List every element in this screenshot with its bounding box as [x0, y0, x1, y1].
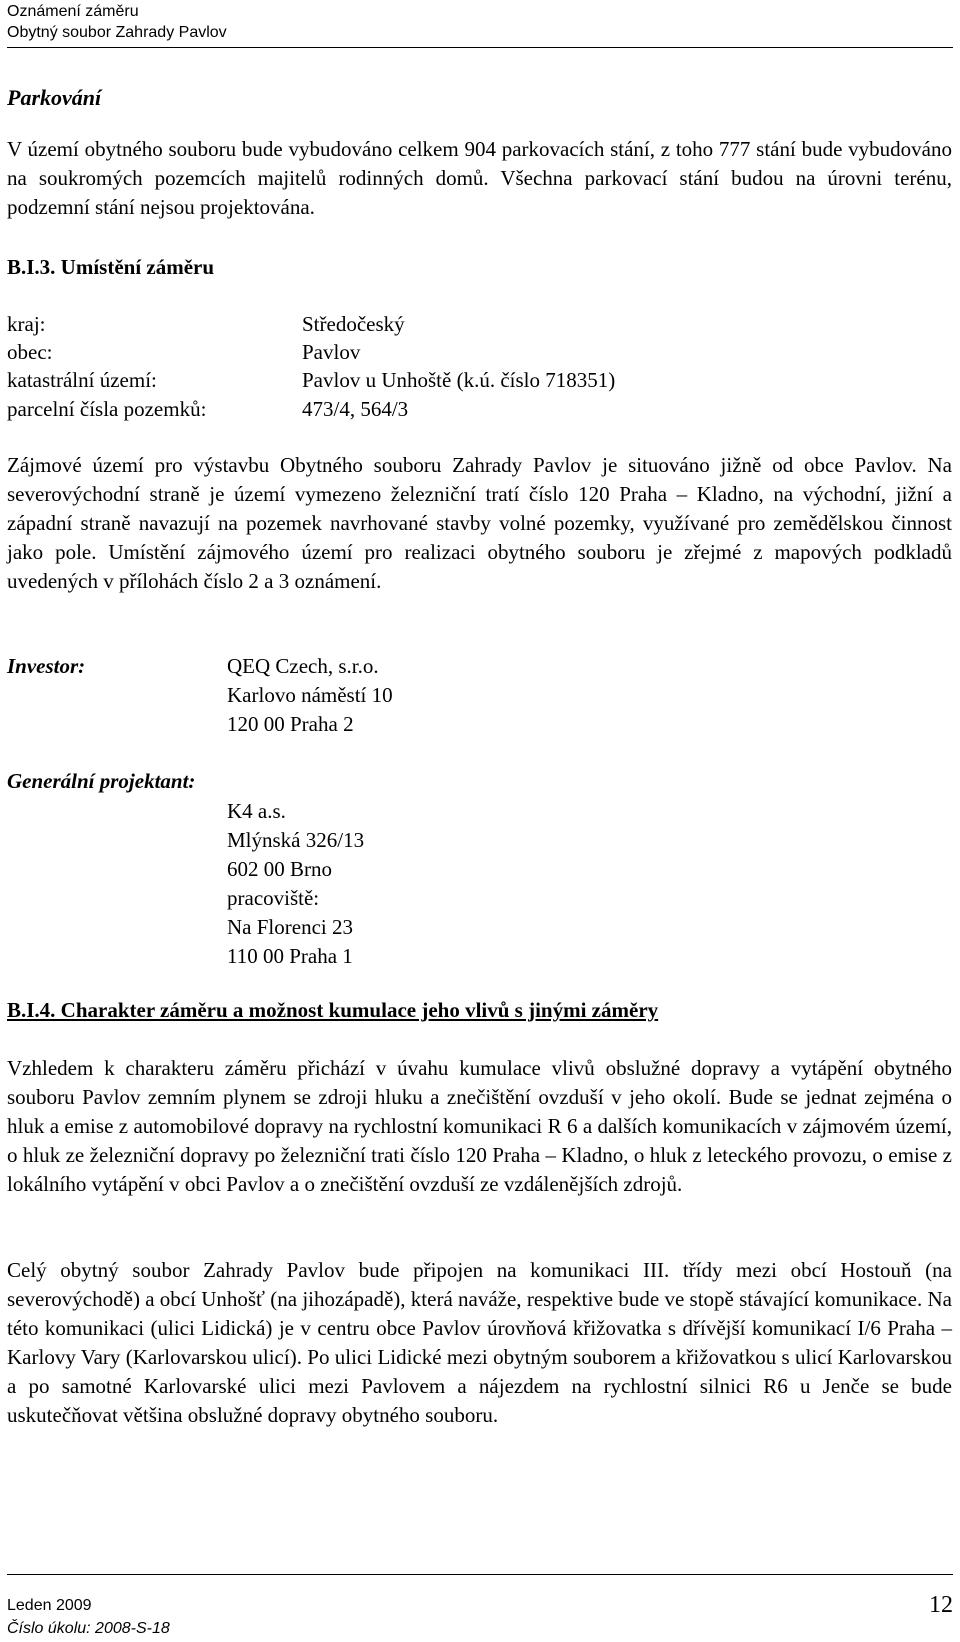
- address-line: QEQ Czech, s.r.o.: [227, 654, 379, 678]
- location-paragraph: Zájmové území pro výstavbu Obytného souboru Zahrady Pavlov je situováno jižně od obce Pavlov. Na severovýchodní straně je území vymezeno železniční tratí číslo 120 Praha – Kladno, na východní, jižní a západní straně navazují na pozemek navrhované stavby volné pozemky, využívané pro zemědělskou činnost jako pole. Umístění zájmového území pro realizaci obytného souboru je zřejmé z mapových podkladů uvedených v přílohách číslo 2 a 3 oznámení.: [7, 453, 952, 593]
- location-key: katastrální území:: [7, 368, 157, 392]
- parking-paragraph: V území obytného souboru bude vybudováno celkem 904 parkovacích stání, z toho 777 stání bude vybudováno na soukromých pozemcích majitelů rodinných domů. Všechna parkovací stání budou na úrovni terénu, podzemní stání nejsou projektována.: [7, 137, 952, 219]
- parking-heading: Parkování: [7, 85, 102, 110]
- location-value: Pavlov: [302, 340, 361, 364]
- location-value: Středočeský: [302, 312, 405, 336]
- investor-address: [227, 652, 393, 739]
- footer-date: Leden 2009: [7, 1597, 92, 1614]
- address-line: 110 00 Praha 1: [227, 944, 353, 968]
- page-header: [7, 0, 953, 48]
- cumulation-paragraph: Vzhledem k charakteru záměru přichází v úvahu kumulace vlivů obslužné dopravy a vytápění obytného souboru Pavlov zemním plynem se zdroji hluku a znečištění ovzduší v jeho okolí. Bude se jednat zejména o hluk a emise z automobilové dopravy na rychlostní komunikaci R 6 a dalších komunikacích v zájmovém území, o hluk ze železniční dopravy po železniční trati číslo 120 Praha – Kladno, o hluk z leteckého provozu, o emise z lokálního vytápění v obci Pavlov a o znečištění ovzduší ze vzdálenějších zdrojů.: [7, 1056, 952, 1196]
- section-bi4-heading: B.I.4. Charakter záměru a možnost kumulace jeho vlivů s jinými záměry: [7, 998, 659, 1022]
- general-designer-label: Generální projektant:: [7, 769, 196, 793]
- location-value: 473/4, 564/3: [302, 397, 409, 421]
- address-line: Mlýnská 326/13: [227, 828, 365, 852]
- header-subtitle: Obytný soubor Zahrady Pavlov: [7, 24, 227, 41]
- footer-task-number: Číslo úkolu: 2008-S-18: [7, 1620, 170, 1637]
- traffic-paragraph: Celý obytný soubor Zahrady Pavlov bude připojen na komunikaci III. třídy mezi obcí Hostouň (na severovýchodě) a obcí Unhošť (na jihozápadě), která naváže, respektive bude ve stopě stávající komunikace. Na této komunikaci (ulici Lidická) je v centru obce Pavlov úrovňová křižovatka s dřívější komunikací I/6 Praha – Karlovy Vary (Karlovarskou ulicí). Po ulici Lidické mezi obytným souborem a křižovatkou s ulicí Karlovarskou a po samotné Karlovarské ulici mezi Pavlovem a nájezdem na rychlostní silnici R6 u Jenče se bude uskutečňovat většina obslužné dopravy obytného souboru.: [7, 1258, 952, 1427]
- location-key: kraj:: [7, 312, 46, 336]
- address-line: pracoviště:: [227, 886, 320, 910]
- header-title: Oznámení záměru: [7, 3, 139, 20]
- address-line: Na Florenci 23: [227, 915, 353, 939]
- address-line: Karlovo náměstí 10: [227, 683, 393, 707]
- location-key: parcelní čísla pozemků:: [7, 397, 207, 421]
- section-bi3-heading: B.I.3. Umístění záměru: [7, 255, 215, 279]
- location-value: Pavlov u Unhoště (k.ú. číslo 718351): [302, 368, 616, 392]
- general-designer-address: [227, 797, 364, 971]
- address-line: 602 00 Brno: [227, 857, 332, 881]
- footer-divider: [7, 1574, 953, 1575]
- location-key: obec:: [7, 340, 53, 364]
- page-number: 12: [929, 1592, 953, 1618]
- address-line: K4 a.s.: [227, 799, 286, 823]
- address-line: 120 00 Praha 2: [227, 712, 354, 736]
- investor-label: Investor:: [7, 654, 86, 678]
